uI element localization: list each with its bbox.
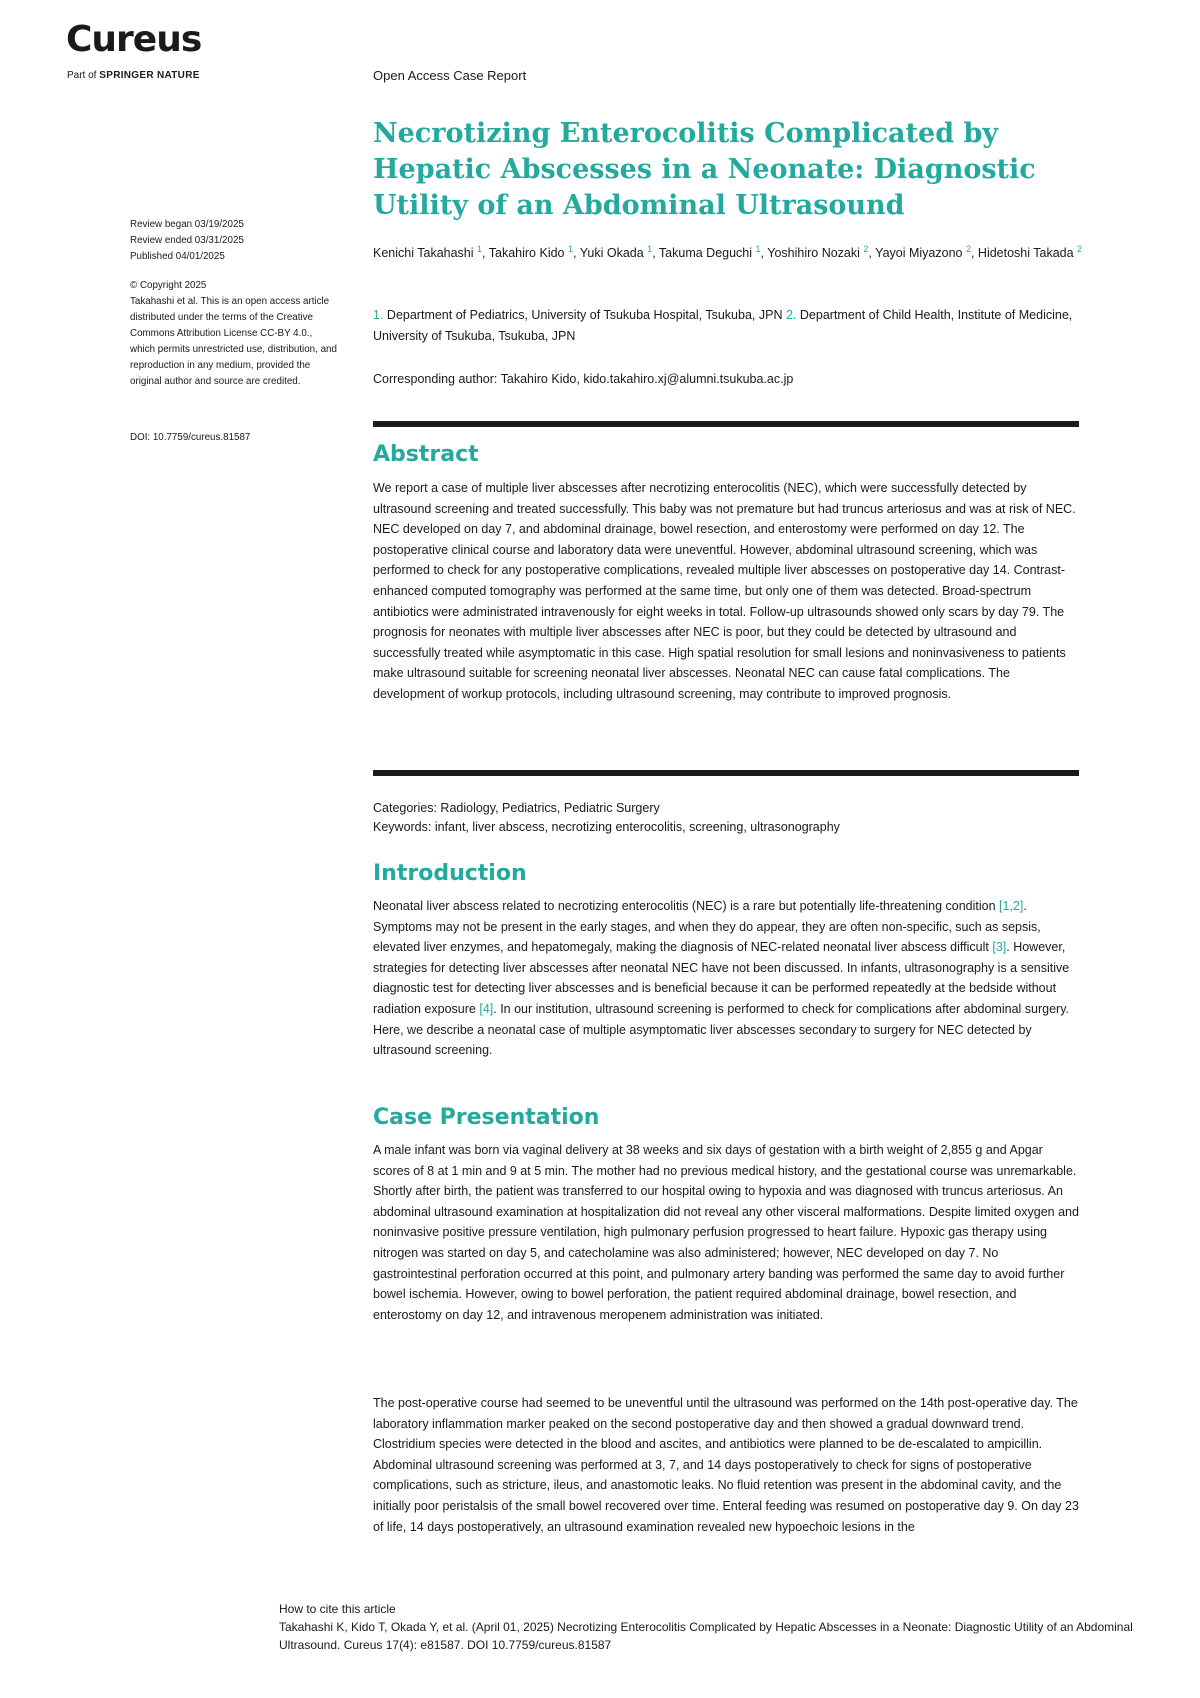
review-dates [130,217,338,265]
license-text: Takahashi et al. This is an open access article distributed under the terms of the Creative Commons Attribution License CC-BY 4.0., which permits unrestricted use, distribution, and reproduction in any medium, provided the original author and source are credited. [130,296,337,387]
case-paragraph-2: The post-operative course had seemed to be uneventful until the ultrasound was performed on the 14th post-operative day. The laboratory inflammation marker peaked on the second postoperative day and then showed a gradual downward trend. Clostridium species were detected in the blood and ascites, and antibiotics were planned to be de-escalated to ampicillin. Abdominal ultrasound screening was performed at 3, 7, and 14 days postoperatively to check for signs of postoperative complications, such as stricture, ileus, and anastomotic leaks. No fluid retention was present in the abdominal cavity, and the initially poor peristalsis of the small bowel recovered over time. Enteral feeding was resumed on postoperative day 9. On day 23 of life, 14 days postoperatively, an ultrasound examination revealed new hypoechoic lesions in the [373,1396,1079,1534]
abstract-text: We report a case of multiple liver abscesses after necrotizing enterocolitis (NEC), which were successfully detected by ultrasound screening and treated successfully. This baby was not premature but had truncus arteriosus and was at risk of NEC. NEC developed on day 7, and abdominal drainage, bowel resection, and enterostomy were performed on day 12. The postoperative clinical course and laboratory data were uneventful. However, abdominal ultrasound screening, which was performed to check for any postoperative complications, revealed multiple liver abscesses on postoperative day 14. Contrast-enhanced computed tomography was performed at the same time, but only one of them was detected. Broad-spectrum antibiotics were administrated intravenously for eight weeks in total. Follow-up ultrasounds showed only scars by day 79. The prognosis for neonates with multiple liver abscesses after NEC is poor, but they could be detected by ultrasound and successfully treated while asymptomatic in this case. High spatial resolution for small lesions and noninvasiveness to patients make ultrasound suitable for screening neonatal liver abscesses. Neonatal NEC can cause fatal complications. The development of workup protocols, including ultrasound screening, may contribute to improved prognosis. [373,481,1076,701]
introduction-heading: Introduction [373,861,527,886]
published-date: Published 04/01/2025 [130,251,225,262]
copyright: © Copyright 2025 [130,280,207,291]
keywords-label: Keywords: [373,820,432,834]
corresponding-author [373,372,1093,386]
citation-text: Takahashi K, Kido T, Okada Y, et al. (April 01, 2025) Necrotizing Enterocolitis Complicated by Hepatic Abscesses in a Neonate: Diagnostic Utility of an Abdominal Ultrasound. Cureus 17(4): e81587. DOI 10.7759/cureus.81587 [279,1620,1133,1652]
corresponding-value: Takahiro Kido, kido.takahiro.xj@alumni.tsukuba.ac.jp [500,372,794,386]
author-name: Yoshihiro Nozaki [767,246,860,261]
categories-value: Radiology, Pediatrics, Pediatric Surgery [440,801,660,815]
author-name: Takahiro Kido [488,246,565,261]
reference-link[interactable]: [3] [992,940,1007,955]
intro-text-part: . In our institution, ultrasound screening is performed to check for complications after abdominal surgery. Here, we describe a neonatal case of multiple asymptomatic liver abscesses secondary to surgery for NEC detected by ultrasound screening. [373,1001,1069,1058]
citation-block [279,1600,1159,1654]
affiliations [373,305,1093,347]
author-name: Yuki Okada [579,246,644,261]
author-affiliation: 1 [477,244,483,254]
case-paragraph-1: A male infant was born via vaginal delivery at 38 weeks and six days of gestation with a birth weight of 2,855 g and Apgar scores of 8 at 1 min and 9 at 5 min. The mother had no previous medical history, and the gestational course was unremarkable. Shortly after birth, the patient was transferred to our hospital owing to hypoxia and was diagnosed with truncus arteriosus. An abdominal ultrasound examination at hospitalization did not reveal any other visceral malformations. Despite limited oxygen and noninvasive positive pressure ventilation, high pulmonary perfusion progressed to heart failure. Hypoxic gas therapy using nitrogen was started on day 5, and catecholamine was also administered; however, NEC developed on day 7. No gastrointestinal perforation occurred at this point, and pulmonary artery banding was performed the same day to avoid further bowel ischemia. However, owing to bowel perforation, the patient required abdominal drainage, bowel resection, and enterostomy on day 12, and intravenous meropenem administration was initiated. [373,1143,1079,1322]
affiliation-text: Department of Child Health, Institute of Medicine, University of Tsukuba, Tsukuba, JPN [373,308,1073,343]
citation-label: How to cite this article [279,1602,396,1616]
article-title: Necrotizing Enterocolitis Complicated by Hepatic Abscesses in a Neonate: Diagnostic Utility of an Abdominal Ultrasound [373,118,1036,221]
part-of-prefix: Part of [67,70,97,81]
publisher-brand: SPRINGER NATURE [99,70,200,81]
abstract-heading: Abstract [373,442,479,467]
corresponding-label: Corresponding author: [373,372,498,386]
author-name: Yayoi Miyazono [875,246,963,261]
author-affiliation: 2 [1077,244,1083,254]
introduction-text [373,896,1083,1061]
reference-link[interactable]: [1,2] [999,899,1024,913]
categories [373,799,1083,818]
journal-logo: Cureus [66,19,202,60]
divider [373,421,1079,427]
intro-text-part: . However, strategies for detecting liver abscesses after neonatal NEC have not been discussed. In infants, ultrasonography is a sensitive diagnostic test for detecting liver abscesses and is beneficial because it can be performed repeatedly at the bedside without radiation exposure [373,940,1070,1016]
author-list: Kenichi Takahashi $^1$, Takahiro Kido $^1$, Yuki Okada $^1$, Takuma Deguchi $^1$, Yoshihiro Nozaki $^2$, Yayoi Miyazono $^2$, Hidetoshi Takada $^2$ [373,244,1083,261]
article-type: Open Access Case Report [373,68,527,83]
author-name: Hidetoshi Takada [977,246,1074,261]
keywords-value: infant, liver abscess, necrotizing enterocolitis, screening, ultrasonography [434,820,840,834]
review-ended: Review ended 03/31/2025 [130,235,244,246]
intro-text-part: Neonatal liver abscess related to necrotizing enterocolitis (NEC) is a rare but potentially life-threatening condition [373,899,996,913]
affiliation-number: 1. [373,308,384,322]
reference-link[interactable]: [4] [479,1001,494,1016]
categories-label: Categories: [373,801,437,815]
publisher-line [67,70,200,81]
author-affiliation: 1 [568,244,574,254]
sidebar-doi: DOI: 10.7759/cureus.81587 [130,432,251,443]
author-affiliation: 1 [755,244,761,254]
case-heading: Case Presentation [373,1105,600,1130]
author-name: Kenichi Takahashi [373,246,474,261]
author-affiliation: 1 [647,244,653,254]
author-affiliation: 2 [863,244,869,254]
affiliation-number: 2. [785,308,797,322]
keywords [373,818,1083,837]
copyright-block [130,278,338,390]
divider [373,770,1079,776]
review-began: Review began 03/19/2025 [130,219,244,230]
author-name: Takuma Deguchi [658,246,753,261]
affiliation-text: Department of Pediatrics, University of Tsukuba Hospital, Tsukuba, JPN [386,308,783,322]
intro-text-part: . Symptoms may not be present in the early stages, and when they do appear, they are often non-specific, such as sepsis, elevated liver enzymes, and hepatomegaly, making the diagnosis of NEC-related neonatal liver abscess difficult [373,899,1041,955]
author-affiliation: 2 [965,244,971,254]
